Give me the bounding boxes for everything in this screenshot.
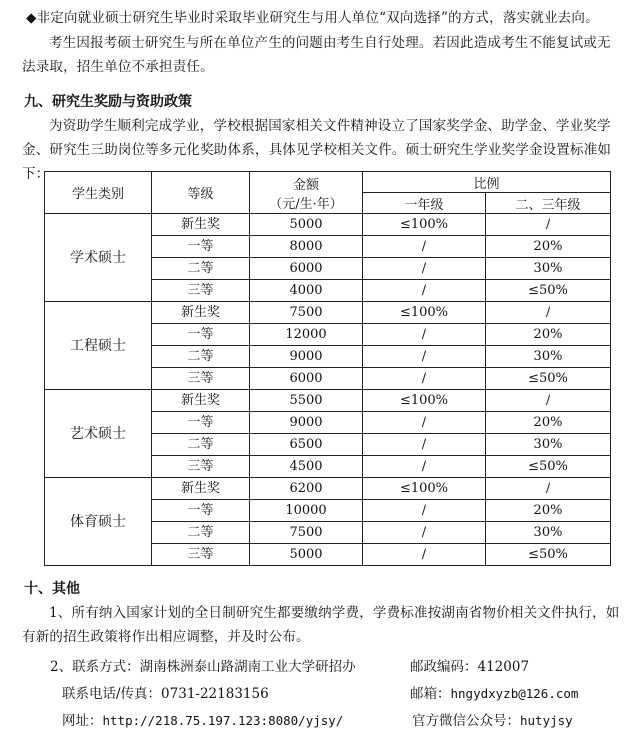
year23-cell: / xyxy=(486,390,611,412)
year1-cell: / xyxy=(363,324,486,346)
category-cell: 艺术硕士 xyxy=(45,390,152,478)
amount-cell: 6200 xyxy=(250,478,363,500)
website-link[interactable]: http://218.75.197.123:8080/yjsy/ xyxy=(102,713,344,728)
level-cell: 一等 xyxy=(152,500,250,522)
year1-cell: / xyxy=(363,456,486,478)
amount-cell: 9000 xyxy=(250,412,363,434)
wechat-id: hutyjsy xyxy=(520,713,573,728)
level-cell: 一等 xyxy=(152,412,250,434)
contact-wechat-row xyxy=(412,710,573,732)
year1-cell: / xyxy=(363,258,486,280)
scholarship-table xyxy=(44,171,611,566)
amount-cell: 10000 xyxy=(250,500,363,522)
scholarship-table-body xyxy=(45,214,611,566)
year1-cell: / xyxy=(363,522,486,544)
table-row xyxy=(45,390,611,412)
amount-cell: 5000 xyxy=(250,544,363,566)
amount-cell: 4000 xyxy=(250,280,363,302)
header-amount xyxy=(250,172,363,214)
year23-cell: 30% xyxy=(486,434,611,456)
section-10-heading: 十、其他 xyxy=(24,581,80,597)
responsibility-paragraph: 考生因报考硕士研究生与所在单位产生的问题由考生自行处理。若因此造成考生不能复试或无法录取，招生单位不承担责任。 xyxy=(22,35,611,75)
level-cell: 二等 xyxy=(152,258,250,280)
year23-cell: 30% xyxy=(486,522,611,544)
year1-cell: / xyxy=(363,368,486,390)
year1-cell: / xyxy=(363,412,486,434)
amount-cell: 6000 xyxy=(250,368,363,390)
year23-cell: ≤50% xyxy=(486,456,611,478)
level-cell: 新生奖 xyxy=(152,390,250,412)
level-cell: 新生奖 xyxy=(152,302,250,324)
section-9-heading: 九、研究生奖励与资助政策 xyxy=(24,94,192,110)
amount-cell: 6000 xyxy=(250,258,363,280)
email-label: 邮箱： xyxy=(410,686,451,702)
contact-address: 2、联系方式：湖南株洲泰山路湖南工业大学研招办 xyxy=(50,659,356,675)
fees-paragraph: 1、所有纳入国家计划的全日制研究生都要缴纳学费，学费标准按湖南省物价相关文件执行，如有新的招生政策将作出相应调整，并及时公布。 xyxy=(22,605,620,645)
header-year1: 一年级 xyxy=(363,193,486,214)
amount-cell: 5000 xyxy=(250,214,363,236)
year23-cell: / xyxy=(486,214,611,236)
table-row xyxy=(45,214,611,236)
level-cell: 一等 xyxy=(152,236,250,258)
contact-website-row xyxy=(62,710,343,732)
amount-cell: 5500 xyxy=(250,390,363,412)
year1-cell: / xyxy=(363,500,486,522)
year23-cell: 30% xyxy=(486,258,611,280)
level-cell: 一等 xyxy=(152,324,250,346)
year1-cell: ≤100% xyxy=(363,302,486,324)
amount-cell: 4500 xyxy=(250,456,363,478)
level-cell: 三等 xyxy=(152,280,250,302)
level-cell: 二等 xyxy=(152,346,250,368)
email-link[interactable]: hngydxyzb@126.com xyxy=(450,686,579,701)
level-cell: 三等 xyxy=(152,544,250,566)
year23-cell: 20% xyxy=(486,324,611,346)
year1-cell: / xyxy=(363,346,486,368)
amount-cell: 12000 xyxy=(250,324,363,346)
year23-cell: 20% xyxy=(486,500,611,522)
header-category: 学生类别 xyxy=(45,172,152,214)
amount-cell: 7500 xyxy=(250,302,363,324)
year23-cell: / xyxy=(486,302,611,324)
year23-cell: 20% xyxy=(486,412,611,434)
year1-cell: / xyxy=(363,236,486,258)
level-cell: 新生奖 xyxy=(152,478,250,500)
amount-cell: 7500 xyxy=(250,522,363,544)
year23-cell: / xyxy=(486,478,611,500)
category-cell: 体育硕士 xyxy=(45,478,152,566)
header-ratio: 比例 xyxy=(363,172,611,193)
category-cell: 学术硕士 xyxy=(45,214,152,302)
section-9-body: 为资助学生顺利完成学业，学校根据国家相关文件精神设立了国家奖学金、助学金、学业奖学金、研究生三助岗位等多元化奖助体系，具体见学校相关文件。硕士研究生学业奖学金设置标准如下： xyxy=(22,118,612,182)
year1-cell: / xyxy=(363,280,486,302)
year1-cell: ≤100% xyxy=(363,214,486,236)
contact-postcode: 邮政编码：412007 xyxy=(410,659,530,675)
category-cell: 工程硕士 xyxy=(45,302,152,390)
year23-cell: ≤50% xyxy=(486,368,611,390)
table-row xyxy=(45,478,611,500)
wechat-label: 官方微信公众号： xyxy=(412,713,520,729)
contact-email-row xyxy=(410,683,578,705)
amount-cell: 8000 xyxy=(250,236,363,258)
year1-cell: ≤100% xyxy=(363,478,486,500)
header-level: 等级 xyxy=(152,172,250,214)
level-cell: 三等 xyxy=(152,456,250,478)
year23-cell: 20% xyxy=(486,236,611,258)
year23-cell: ≤50% xyxy=(486,544,611,566)
header-amount-line1: 金额 xyxy=(292,177,319,193)
header-amount-line2: （元/生·年） xyxy=(269,196,343,212)
level-cell: 二等 xyxy=(152,522,250,544)
level-cell: 新生奖 xyxy=(152,214,250,236)
website-label: 网址： xyxy=(62,713,103,729)
year23-cell: 30% xyxy=(486,346,611,368)
amount-cell: 9000 xyxy=(250,346,363,368)
employment-bullet: ◆非定向就业硕士研究生毕业时采取毕业研究生与用人单位“双向选择”的方式，落实就业去向。 xyxy=(26,10,599,26)
year23-cell: ≤50% xyxy=(486,280,611,302)
header-year23: 二、三年级 xyxy=(486,193,611,214)
year1-cell: ≤100% xyxy=(363,390,486,412)
level-cell: 三等 xyxy=(152,368,250,390)
level-cell: 二等 xyxy=(152,434,250,456)
year1-cell: / xyxy=(363,434,486,456)
year1-cell: / xyxy=(363,544,486,566)
table-row xyxy=(45,302,611,324)
amount-cell: 6500 xyxy=(250,434,363,456)
contact-phone: 联系电话/传真：0731-22183156 xyxy=(62,686,269,702)
